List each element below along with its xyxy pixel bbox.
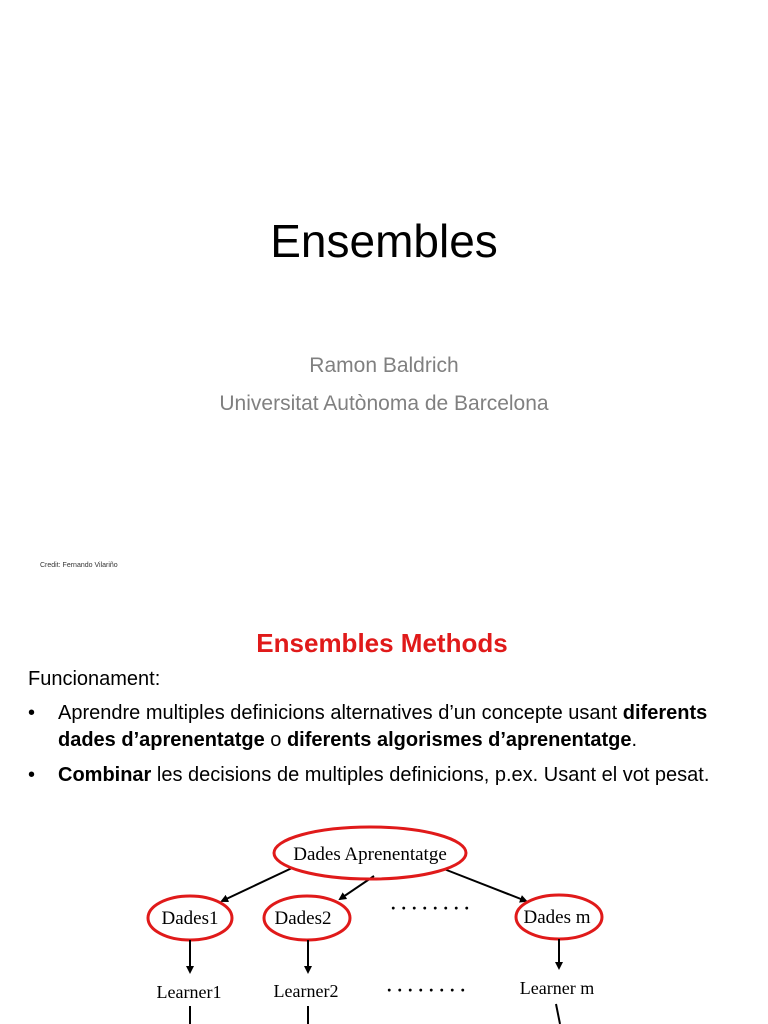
- data-node-label-m: Dades m: [523, 907, 591, 928]
- methods-title: Ensembles Methods: [256, 628, 508, 658]
- institution-name: Universitat Autònoma de Barcelona: [219, 392, 549, 415]
- data-ellipsis: · · · · · · · ·: [390, 898, 470, 918]
- learner-ellipsis: · · · · · · · ·: [386, 980, 466, 1000]
- slide-subtitle: [0, 347, 768, 423]
- bullet-text: o: [264, 729, 287, 751]
- bullet-text: Aprendre multiples definicions alternatives d’un concepte usant: [58, 702, 623, 724]
- bullet-text: les decisions de multiples definicions, p.ex. Usant el vot pesat.: [151, 764, 710, 786]
- author-name: Ramon Baldrich: [309, 354, 459, 377]
- methods-slide: [0, 596, 768, 1024]
- bullet-bold: diferents dades d’aprenentatge: [58, 702, 708, 751]
- data-node-label-2: Dades2: [274, 908, 332, 929]
- arrow-root-to-dades1: [222, 868, 292, 901]
- credit-note: Credit: Fernando Vilariño: [40, 562, 118, 569]
- ensemble-diagram: [0, 596, 768, 1024]
- root-node-label: Dades Aprenentatge: [293, 844, 447, 865]
- bullet-dot: •: [28, 702, 36, 724]
- arrow-root-to-dadesm: [444, 869, 526, 901]
- learnerm-output-line: [556, 1004, 560, 1024]
- learner-label-1: Learner1: [156, 982, 222, 1002]
- bullet-dot: •: [28, 764, 36, 786]
- intro-label: Funcionament:: [28, 668, 161, 690]
- data-node-label-1: Dades1: [161, 908, 219, 929]
- bullet-bold: Combinar: [58, 764, 152, 786]
- learner-label-m: Learner m: [519, 978, 595, 998]
- bullet-text: .: [631, 729, 638, 751]
- slide-title: Ensembles: [270, 215, 498, 267]
- bullet-bold: diferents algorismes d’aprenentatge: [286, 729, 632, 751]
- learner-label-2: Learner2: [273, 981, 339, 1001]
